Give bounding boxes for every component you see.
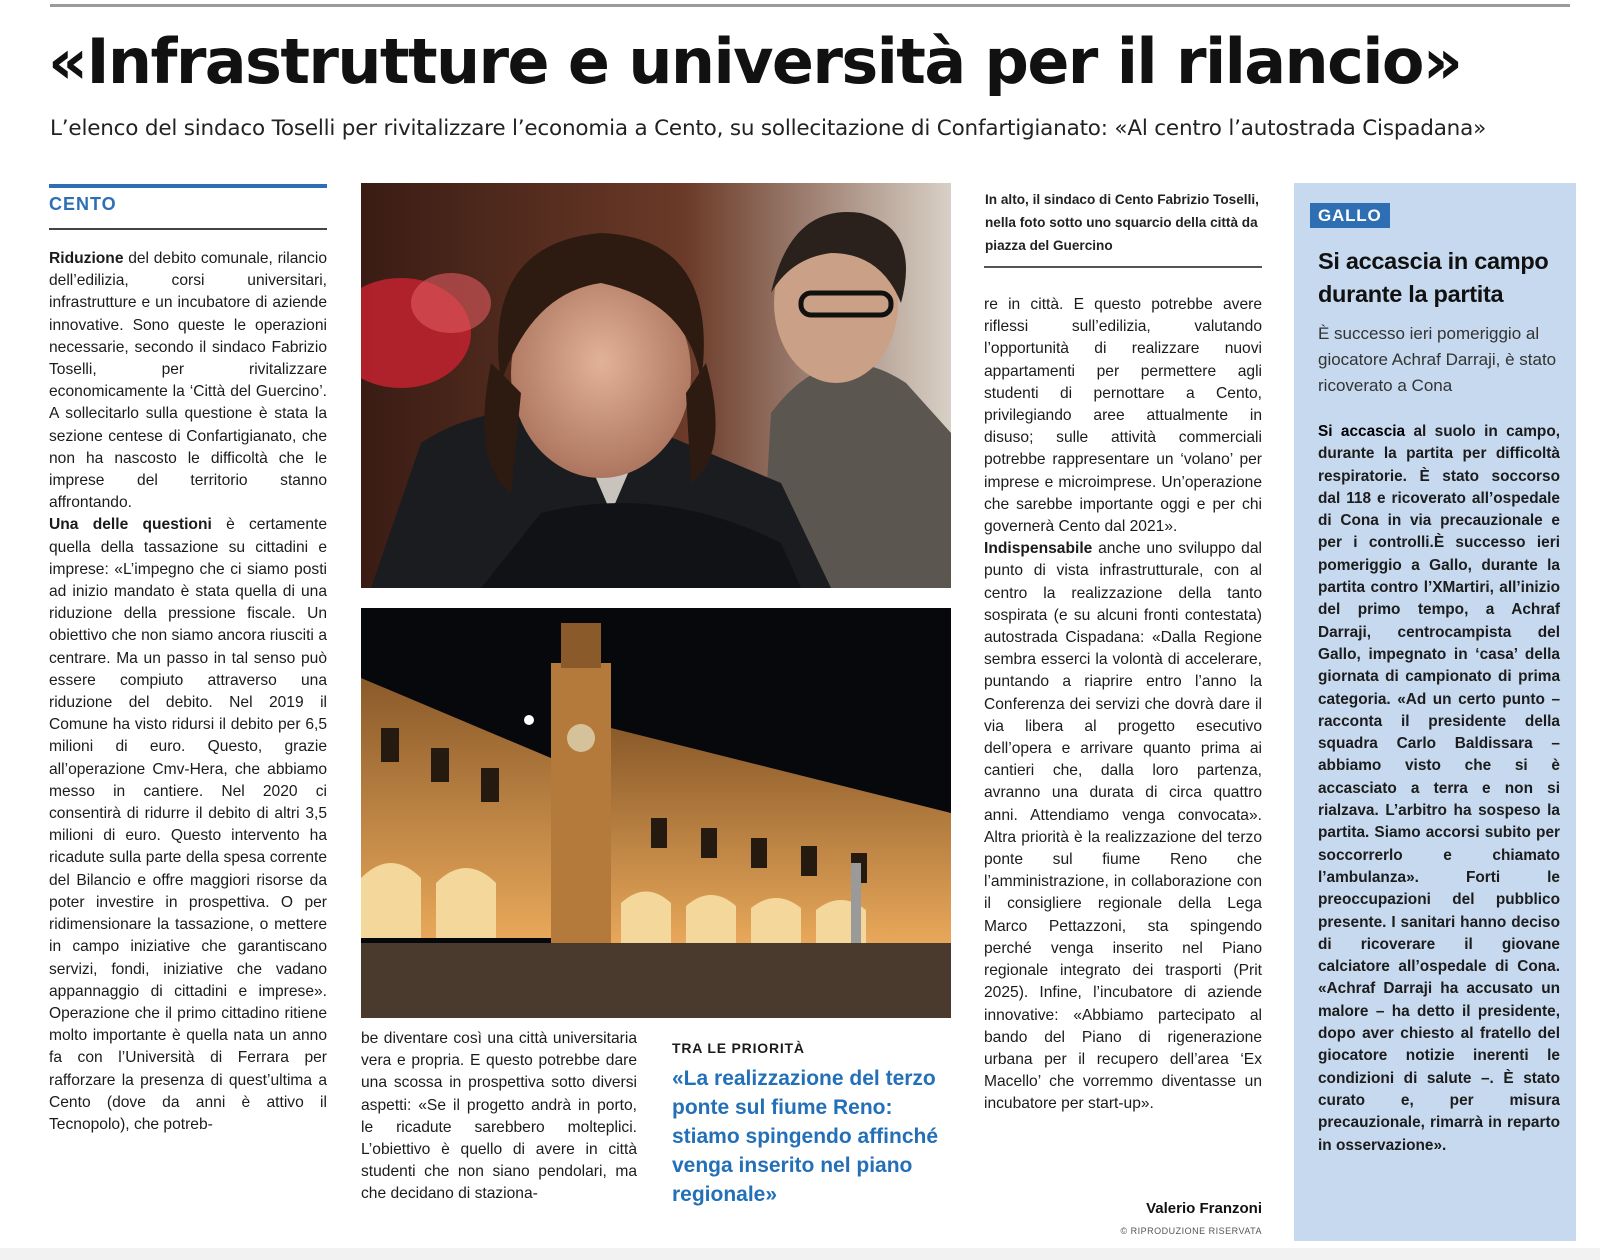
paragraph-text: be diventare così una città universitaria vera e propria. E questo potrebbe dare una scossa in prospettiva sotto diversi aspetti: «Se il progetto andrà in porto, le ricadute sarebbero molteplici. L’obiettivo è quello di avere in città studenti che non siano pendolari, ma che decidano di staziona- (361, 1030, 637, 1203)
paragraph (49, 514, 327, 1136)
headline: «Infrastrutture e università per il rilancio» (48, 25, 1462, 98)
paragraph-text: re in città. E questo potrebbe avere riflessi sull’edilizia, valutando l’opportunità di realizzare nuovi appartamenti per permettere agli studenti di pernottare a Cento, privilegiando aree attualmente in disuso; sulle attività commerciali potrebbe rappresentare un ‘volano’ per imprese e microimprese. Un’operazione che sarebbe importante oggi e per chi governerà Cento dal 2021». (984, 296, 1262, 536)
sidebar-box (1294, 183, 1576, 1241)
pullquote-text: «La realizzazione del terzo ponte sul fiume Reno: stiamo spingendo affinché venga inserito nel piano regionale» (672, 1067, 939, 1206)
byline: Valerio Franzoni (1146, 1200, 1262, 1217)
copyright-notice: © RIPRODUZIONE RISERVATA (1120, 1226, 1262, 1236)
paragraph (984, 538, 1262, 1115)
paragraph-lead: Una delle questioni (49, 516, 212, 534)
photo-mayor-icon (361, 183, 951, 588)
pullquote-label: TRA LE PRIORITÀ (672, 1040, 805, 1056)
subheadline: L’elenco del sindaco Toselli per rivitalizzare l’economia a Cento, su sollecitazione di Confartigianato: «Al centro l’autostrada Cispadana» (50, 116, 1487, 141)
caption-rule (984, 266, 1262, 268)
sidebar-title: Si accascia in campo durante la partita (1318, 248, 1549, 307)
paragraph-text: anche uno sviluppo dal punto di vista infrastrutturale, con al centro la realizzazione della tanto sospirata (e su alcuni fronti contestata) autostrada Cispadana: «Dalla Regione sembra esserci la volontà di accelerare, puntando a riaprire entro l’anno la Conferenza dei servizi che dovrà dare il via libera al progetto esecutivo dell’opera e arrivare quanto prima ai cantieri che, dalla loro partenza, avranno una durata di circa quattro anni. Attendiamo venga convocata». Altra priorità è la realizzazione del terzo ponte sul fiume Reno che l’amministrazione, in collaborazione con il consigliere regionale della Lega Marco Pettazzoni, sta spingendo perché venga inserito nel Piano regionale integrato dei trasporti (Prit 2025). Infine, l’incubatore di aziende innovative: «Abbiamo partecipato al bando del Piano di rigenerazione urbana per il recupero dell’area ‘Ex Macello’ che vorremmo diventasse un incubatore per start-up». (984, 540, 1262, 1113)
article-column-2 (361, 1028, 637, 1206)
article-column-1 (49, 248, 327, 1136)
photo-piazza-icon (361, 608, 951, 1018)
pullquote (672, 1040, 952, 1209)
sidebar-tag: GALLO (1310, 203, 1390, 228)
sidebar-body (1318, 421, 1560, 1157)
kicker-rule (49, 184, 327, 188)
paragraph-lead: Riduzione (49, 250, 124, 267)
paragraph-lead: Indispensabile (984, 540, 1093, 558)
photo-mayor-portrait (361, 183, 951, 588)
photo-caption: In alto, il sindaco di Cento Fabrizio Toselli, nella foto sotto uno squarcio della città da piazza del Guercino (985, 192, 1259, 253)
paragraph-text: è certamente quella della tassazione su cittadini e imprese: «L’impegno che ci siamo posti ad inizio mandato è stata quella di una riduzione della pressione fiscale. Un obiettivo che non siamo ancora riusciti a centrare. Ma un passo in tal senso può essere compiuto attraverso una riduzione del debito. Nel 2019 il Comune ha visto ridursi il debito per 6,5 milioni di euro. Questo, grazie all’operazione Cmv-Hera, che abbiamo messo in cantiere. Nel 2020 ci consentirà di ridurre il debito di altri 3,5 milioni di euro. Questo intervento ha ricadute sulla parte della spesa corrente del Bilancio e offre maggiori risorse da poter investire in prospettiva. O per ridimensionare la tassazione, o mettere in campo iniziative che garantiscano servizi, fondi, iniziative che vadano appannaggio di cittadini e imprese». Operazione che il primo cittadino ritiene molto importante è quella nata un anno fa con l’Università di Ferrara per rafforzare la presenza di quest’ultima a Cento (dove da anni è attivo il Tecnopolo), che potreb- (49, 516, 327, 1133)
article-column-3 (984, 294, 1262, 1116)
paragraph (49, 248, 327, 514)
kicker-underline (49, 228, 327, 230)
sidebar-lead: È successo ieri pomeriggio al giocatore Achraf Darraji, è stato ricoverato a Cona (1318, 324, 1557, 395)
top-rule (50, 4, 1570, 7)
section-kicker: CENTO (49, 194, 117, 214)
paragraph-text: al suolo in campo, durante la partita per difficoltà respiratorie. È stato soccorso dal 118 e ricoverato all’ospedale di Cona in via precauzionale e per i controlli.È successo ieri pomeriggio a Gallo, durante la partita contro l’XMartiri, all’inizio del primo tempo, a Achraf Darraji, centrocampista del Gallo, impegnato in ‘casa’ della giornata di campionato di prima categoria. «Ad un certo punto – racconta il presidente della squadra Carlo Baldissara – abbiamo visto che si è accasciato a terra e non si rialzava. L’arbitro ha sospeso la partita. Siamo accorsi subito per soccorrerlo e chiamato l’ambulanza». Forti le preoccupazioni del pubblico presente. I sanitari hanno deciso di ricoverare il giovane calciatore all’ospedale di Cona. «Achraf Darraji ha accusato un malore – ha detto il presidente, dopo aver chiesto al fratello del giocatore notizie inerenti le condizioni di salute –. È stato curato e, per misura precauzionale, rimarrà in reparto in osservazione». (1318, 423, 1560, 1154)
page-bottom-edge (0, 1248, 1600, 1260)
paragraph (984, 294, 1262, 538)
paragraph (1318, 421, 1560, 1157)
photo-piazza-night (361, 608, 951, 1018)
paragraph-lead: Si accascia (1318, 423, 1406, 440)
paragraph-text: del debito comunale, rilancio dell’edilizia, corsi universitari, infrastrutture e un incubatore di aziende innovative. Sono queste le operazioni necessarie, secondo il sindaco Fabrizio Toselli, per rivitalizzare economicamente la ‘Città del Guercino’. A sollecitarlo sulla questione è stata la sezione centese di Confartigianato, che non ha nascosto le difficoltà che le imprese del territorio stanno affrontando. (49, 250, 327, 512)
